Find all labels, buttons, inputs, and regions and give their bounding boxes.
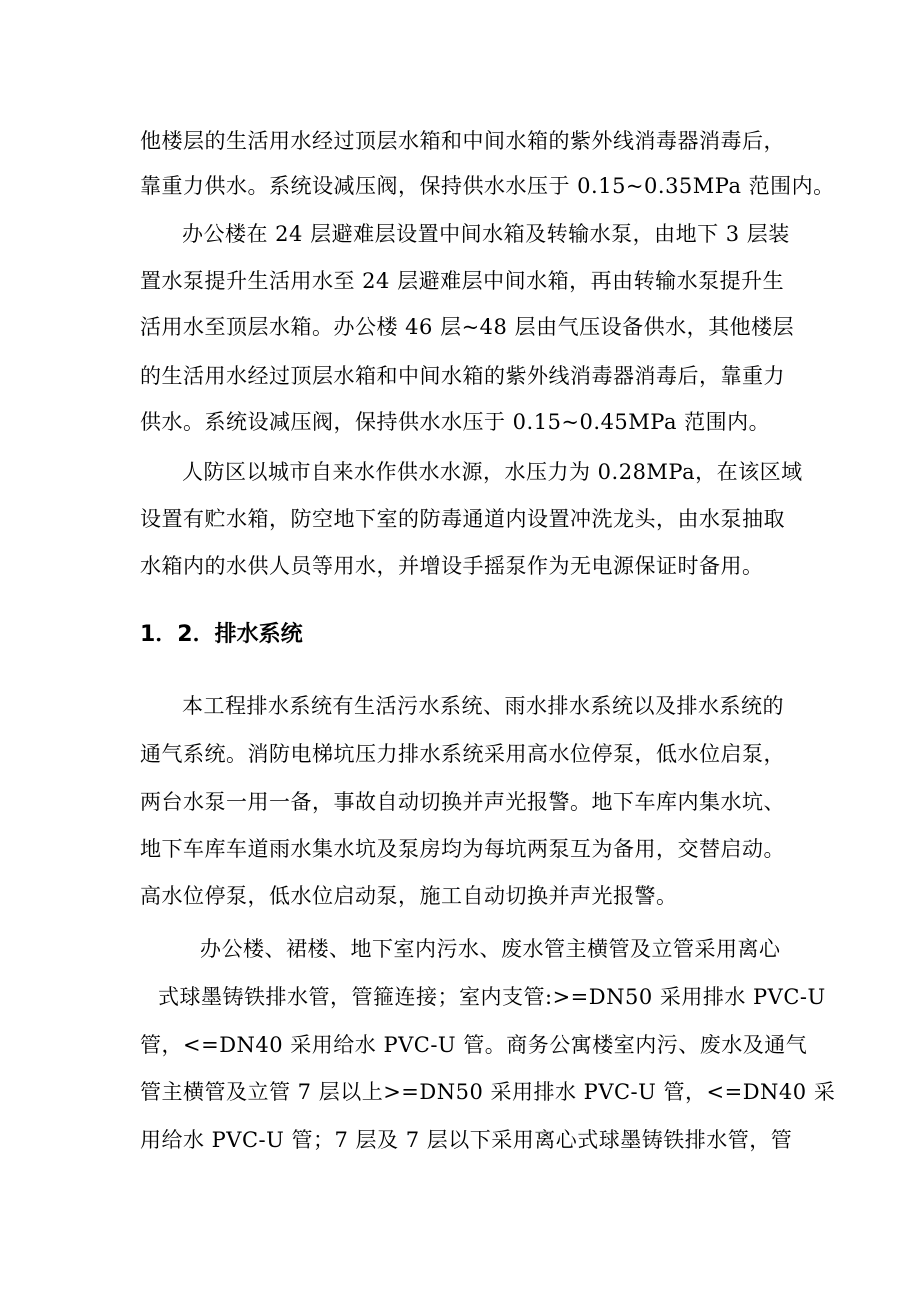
text-line: 的生活用水经过顶层水箱和中间水箱的紫外线消毒器消毒后，靠重力 bbox=[140, 364, 785, 388]
text-line: 水箱内的水供人员等用水，并增设手摇泵作为无电源保证时备用。 bbox=[140, 554, 764, 578]
text-line: 两台水泵一用一备，事故自动切换并声光报警。地下车库内集水坑、 bbox=[140, 790, 785, 814]
text-line: 人防区以城市自来水作供水水源，水压力为 0.28MPa，在该区域 bbox=[182, 460, 803, 484]
section-heading: 1．2．排水系统 bbox=[140, 622, 303, 647]
text-line: 办公楼在 24 层避难层设置中间水箱及转输水泵，由地下 3 层装 bbox=[182, 222, 790, 246]
text-line: 管，<=DN40 采用给水 PVC-U 管。商务公寓楼室内污、废水及通气 bbox=[140, 1033, 808, 1057]
text-line: 通气系统。消防电梯坑压力排水系统采用高水位停泵，低水位启泵， bbox=[140, 742, 785, 766]
text-line: 用给水 PVC-U 管；7 层及 7 层以下采用离心式球墨铸铁排水管，管 bbox=[140, 1128, 793, 1152]
text-line: 办公楼、裙楼、地下室内污水、废水管主横管及立管采用离心 bbox=[200, 937, 781, 961]
text-line: 管主横管及立管 7 层以上>=DN50 采用排水 PVC-U 管，<=DN40 采 bbox=[140, 1080, 836, 1104]
text-line: 活用水至顶层水箱。办公楼 46 层~48 层由气压设备供水，其他楼层 bbox=[140, 315, 795, 339]
text-line: 设置有贮水箱，防空地下室的防毒通道内设置冲洗龙头，由水泵抽取 bbox=[140, 507, 785, 531]
text-line: 本工程排水系统有生活污水系统、雨水排水系统以及排水系统的 bbox=[182, 694, 784, 718]
text-line: 置水泵提升生活用水至 24 层避难层中间水箱，再由转输水泵提升生 bbox=[140, 269, 785, 293]
text-line: 靠重力供水。系统设减压阀，保持供水水压于 0.15~0.35MPa 范围内。 bbox=[140, 174, 835, 198]
text-line: 高水位停泵，低水位启动泵，施工自动切换并声光报警。 bbox=[140, 884, 678, 908]
text-line: 式球墨铸铁排水管，管箍连接；室内支管:>=DN50 采用排水 PVC-U bbox=[158, 985, 826, 1009]
text-line: 地下车库车道雨水集水坑及泵房均为每坑两泵互为备用，交替启动。 bbox=[140, 837, 785, 861]
text-line: 供水。系统设减压阀，保持供水水压于 0.15~0.45MPa 范围内。 bbox=[140, 410, 771, 434]
text-line: 他楼层的生活用水经过顶层水箱和中间水箱的紫外线消毒器消毒后， bbox=[140, 129, 785, 153]
